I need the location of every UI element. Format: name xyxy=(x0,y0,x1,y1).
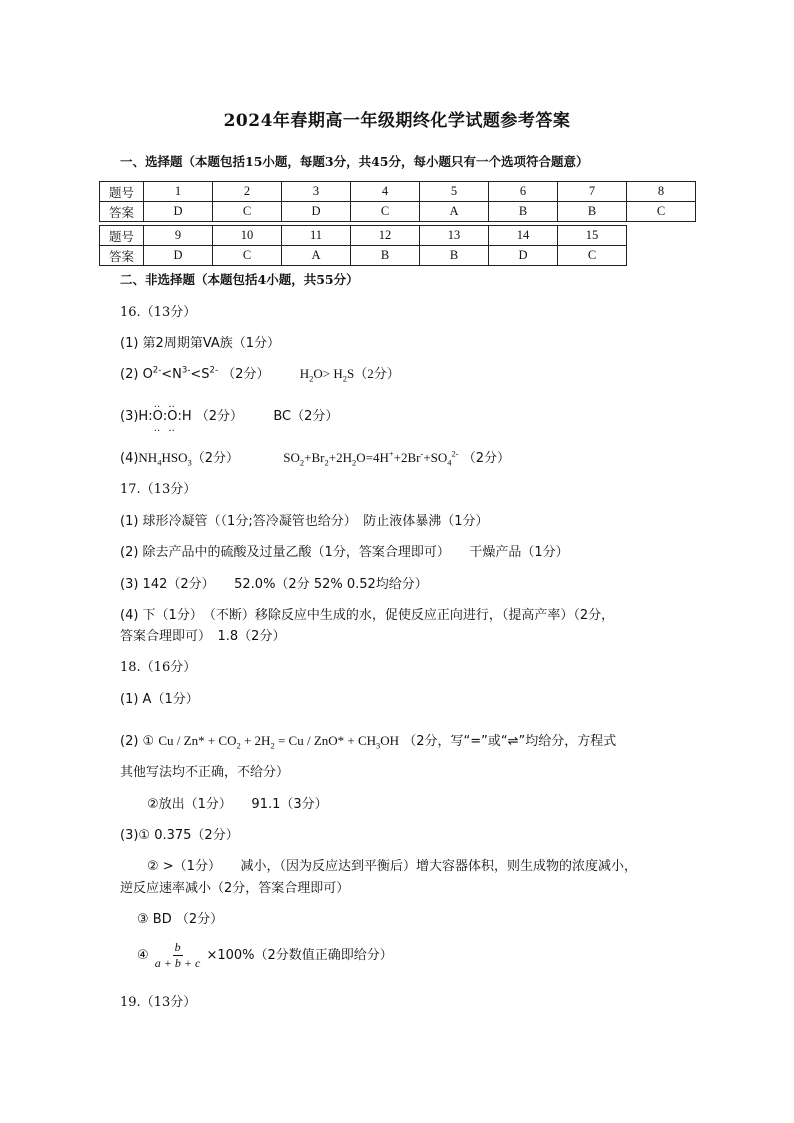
q17-part4-line1: (4) 下（1分） （不断）移除反应中生成的水，促使反应正向进行，（提高产率）（2分， xyxy=(120,608,615,623)
q18-part2-line2: 其他写法均不正确，不给分） xyxy=(120,765,290,780)
question-number: 15 xyxy=(558,226,627,246)
subscript: 3 xyxy=(187,457,192,468)
charge: 2- xyxy=(152,365,162,376)
row-label: 答案 xyxy=(100,202,144,222)
score: （2分） xyxy=(222,367,270,382)
page-title: 2024年春期高一年级期终化学试题参考答案 xyxy=(223,111,571,131)
electron-pair: : xyxy=(177,409,182,424)
question-number: 11 xyxy=(282,226,351,246)
subscript: 2 xyxy=(342,373,347,384)
formula: O=4H xyxy=(356,450,389,465)
charge: 3- xyxy=(181,365,191,376)
part-label: (4) xyxy=(120,451,139,466)
formula: OH xyxy=(380,733,400,748)
charge: + xyxy=(388,448,394,459)
subscript: 2 xyxy=(324,457,329,468)
part-label: ④ xyxy=(137,948,149,963)
table-row xyxy=(100,226,627,246)
question-number: 12 xyxy=(351,226,420,246)
q18-part2-line1 xyxy=(120,730,616,751)
formula: + 2H xyxy=(240,733,271,748)
subscript: 4 xyxy=(447,457,452,468)
formula: HSO xyxy=(161,450,188,465)
formula: +Br xyxy=(304,450,325,465)
electron-formula-atom: ‥ O ‥ xyxy=(167,409,177,424)
formula: O> H xyxy=(313,366,343,381)
formula: = Cu / ZnO* + CH xyxy=(274,733,377,748)
charge: - xyxy=(420,448,424,459)
q17-part4-line2: 答案合理即可） 1.8（2分） xyxy=(120,629,286,644)
question-number: 6 xyxy=(489,182,558,202)
q18-part3-sub4 xyxy=(137,940,393,971)
question-number: 5 xyxy=(420,182,489,202)
q19-heading: 19.（13分） xyxy=(120,995,197,1010)
question-number: 2 xyxy=(213,182,282,202)
q16-heading: 16.（13分） xyxy=(120,305,197,320)
answer-cell: C xyxy=(558,246,627,266)
equation xyxy=(158,733,400,751)
formula: S（2分） xyxy=(346,366,400,381)
part-label: (2) xyxy=(120,367,139,382)
subscript: 2 xyxy=(270,740,275,751)
section2-heading: 二、非选择题（本题包括4小题，共55分） xyxy=(120,272,359,287)
question-number: 7 xyxy=(558,182,627,202)
answer-cell: D xyxy=(144,246,213,266)
answer-cell: B xyxy=(351,246,420,266)
answer-cell: C xyxy=(351,202,420,222)
answer-cell: A xyxy=(420,202,489,222)
q18-part3-sub2-line2: 逆反应速率减小（2分，答案合理即可） xyxy=(120,881,350,896)
part-label: (3) xyxy=(120,409,139,424)
q18-part3-sub1: (3)① 0.375（2分） xyxy=(120,828,239,843)
score: （2分） xyxy=(195,409,244,424)
answer-cell: D xyxy=(282,202,351,222)
answer-cell: A xyxy=(282,246,351,266)
table-row xyxy=(100,182,696,202)
question-number: 10 xyxy=(213,226,282,246)
electron-pair: : xyxy=(162,409,168,424)
subscript: 2 xyxy=(309,373,314,384)
answer-text: ×100%（2分数值正确即给分） xyxy=(206,948,393,963)
answer-cell: C xyxy=(213,246,282,266)
fraction-numerator: b xyxy=(174,940,181,954)
electron-formula-atom: ‥ O ‥ xyxy=(153,409,163,424)
electron-formula-atom: H xyxy=(181,409,192,424)
q18-heading: 18.（16分） xyxy=(120,660,197,675)
answer-text: BC（2分） xyxy=(273,409,339,424)
q17-part3: (3) 142（2分） 52.0%（2分 52% 0.52均给分） xyxy=(120,577,428,592)
q17-part2: (2) 除去产品中的硫酸及过量乙酸（1分，答案合理即可） 干燥产品（1分） xyxy=(120,545,569,560)
q18-part3-sub2-line1: ② >（1分） 减小，（因为反应达到平衡后）增大容器体积，则生成物的浓度减小， xyxy=(147,859,637,874)
formula: +SO xyxy=(423,450,448,465)
answer-cell: D xyxy=(489,246,558,266)
q17-heading: 17.（13分） xyxy=(120,482,197,497)
score: （2分） xyxy=(462,451,511,466)
subscript: 2 xyxy=(236,740,241,751)
equation xyxy=(283,448,459,468)
score: （2分） xyxy=(191,451,239,466)
formula: +2H xyxy=(328,450,352,465)
charge: 2- xyxy=(451,448,459,459)
subscript: 4 xyxy=(157,457,162,468)
charge: 2- xyxy=(209,365,219,376)
answer-table-2 xyxy=(99,225,627,266)
answer-cell: D xyxy=(144,202,213,222)
ion-symbol: <N xyxy=(161,367,182,382)
formula: SO xyxy=(283,450,300,465)
answer-cell: C xyxy=(213,202,282,222)
q18-part2-sub2: ②放出（1分） 91.1（3分） xyxy=(147,797,328,812)
question-number: 3 xyxy=(282,182,351,202)
formula: +2Br xyxy=(393,450,421,465)
row-label: 题号 xyxy=(100,182,144,202)
fraction xyxy=(153,940,203,971)
answer-cell: B xyxy=(489,202,558,222)
row-label: 答案 xyxy=(100,246,144,266)
formula: NH xyxy=(138,450,158,465)
subscript: 2 xyxy=(351,457,357,468)
q16-part4 xyxy=(120,447,510,468)
q16-part3 xyxy=(120,405,338,424)
answer-cell: B xyxy=(558,202,627,222)
answer-cell: C xyxy=(627,202,696,222)
subscript: 2 xyxy=(299,457,305,468)
answer-table-1 xyxy=(99,181,696,222)
question-number: 8 xyxy=(627,182,696,202)
ion-symbol: <S xyxy=(190,367,210,382)
section1-heading: 一、选择题（本题包括15小题，每题3分，共45分，每小题只有一个选项符合题意） xyxy=(120,154,589,169)
answer-cell: B xyxy=(420,246,489,266)
q16-part1: (1) 第2周期第VA族（1分） xyxy=(120,336,281,351)
question-number: 9 xyxy=(144,226,213,246)
q18-part3-sub3: ③ BD （2分） xyxy=(137,912,224,927)
question-number: 13 xyxy=(420,226,489,246)
question-number: 14 xyxy=(489,226,558,246)
q16-part2 xyxy=(120,363,400,384)
q17-part1: (1) 球形冷凝管（（1分;答冷凝管也给分） 防止液体暴沸（1分） xyxy=(120,514,489,529)
row-label: 题号 xyxy=(100,226,144,246)
question-number: 1 xyxy=(144,182,213,202)
formula: Cu / Zn* + CO xyxy=(158,733,237,748)
question-number: 4 xyxy=(351,182,420,202)
part-label: (2) ① xyxy=(120,734,155,749)
electron-pair: : xyxy=(148,409,153,424)
table-row xyxy=(100,246,627,266)
scoring-note: （2分，写“=”或“⇌”均给分，方程式 xyxy=(403,734,617,749)
table-row xyxy=(100,202,696,222)
formula: H xyxy=(299,366,310,381)
ion-symbol: O xyxy=(142,367,153,382)
electron-formula-atom: H xyxy=(138,409,149,424)
fraction-denominator: a + b + c xyxy=(154,956,201,970)
q18-part1: (1) A（1分） xyxy=(120,692,199,707)
subscript: 3 xyxy=(376,740,381,751)
